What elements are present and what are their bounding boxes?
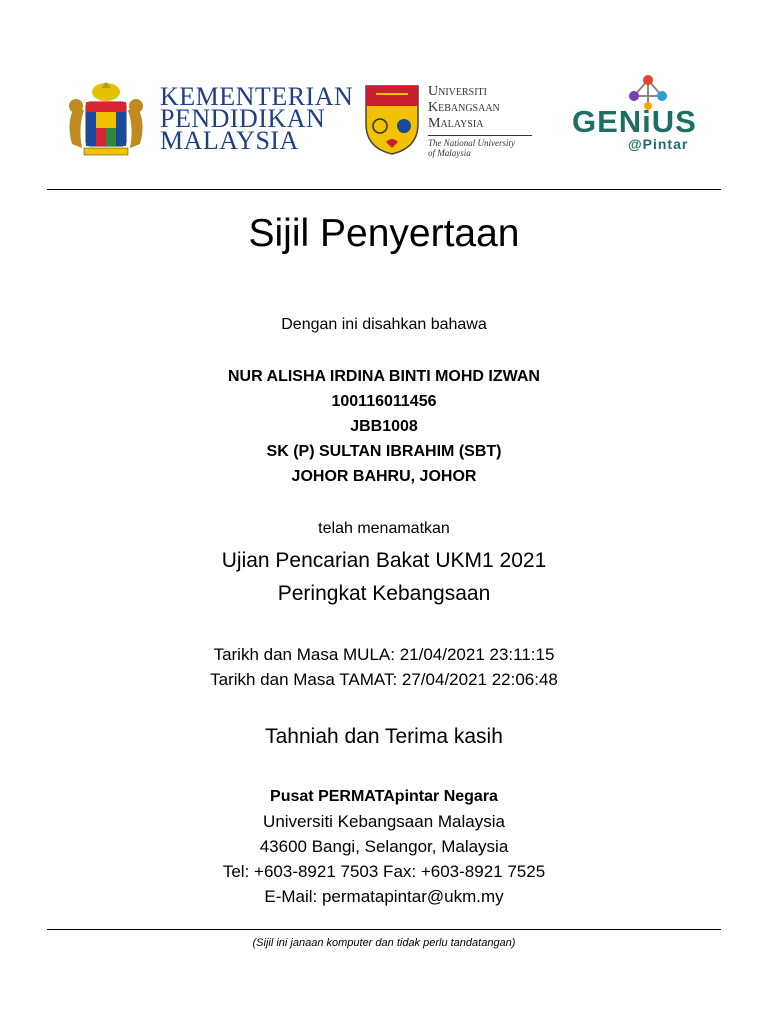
- exam-name: Ujian Pencarian Bakat UKM1 2021: [221, 549, 547, 572]
- pintar-wordmark: @Pintar: [628, 136, 689, 152]
- university-subtitle-2: of Malaysia: [428, 148, 471, 158]
- genius-wordmark: GENiUS: [572, 104, 697, 139]
- university-subtitle-1: The National University: [428, 138, 515, 148]
- ministry-line-3: MALAYSIA: [160, 126, 299, 155]
- end-datetime: Tarikh dan Masa TAMAT: 27/04/2021 22:06:48: [210, 670, 558, 689]
- certificate-title: Sijil Penyertaan: [248, 212, 520, 255]
- ministry-line-2: PENDIDIKAN: [160, 104, 326, 133]
- issuer-center-name: Pusat PERMATApintar Negara: [270, 788, 498, 805]
- participant-name: NUR ALISHA IRDINA BINTI MOHD IZWAN: [228, 368, 540, 385]
- university-line-1: Universiti: [428, 84, 487, 99]
- school-name: SK (P) SULTAN IBRAHIM (SBT): [266, 443, 502, 460]
- ministry-line-1: KEMENTERIAN: [160, 82, 354, 111]
- participant-id: 100116011456: [331, 393, 437, 410]
- genius-pintar-logo: [572, 74, 707, 158]
- school-location: JOHOR BAHRU, JOHOR: [291, 468, 477, 485]
- completed-text: telah menamatkan: [318, 520, 450, 537]
- university-line-2: Kebangsaan: [428, 100, 500, 115]
- footer-note: (Sijil ini janaan komputer dan tidak perlu tandatangan): [252, 937, 516, 949]
- intro-text: Dengan ini disahkan bahawa: [281, 316, 487, 333]
- issuer-phone-fax: Tel: +603-8921 7503 Fax: +603-8921 7525: [222, 862, 546, 881]
- exam-level: Peringkat Kebangsaan: [277, 582, 491, 605]
- university-divider: [428, 135, 532, 136]
- university-name: [428, 84, 532, 158]
- university-line-3: Malaysia: [428, 116, 484, 131]
- issuer-email: E-Mail: permatapintar@ukm.my: [264, 887, 504, 906]
- ukm-crest-icon: [362, 82, 422, 156]
- header-logos: [0, 0, 768, 190]
- university-logo: [362, 82, 542, 162]
- ministry-logo: [56, 78, 356, 158]
- thanks-text: Tahniah dan Terima kasih: [265, 725, 503, 748]
- malaysia-coat-of-arms-icon: [56, 78, 156, 158]
- issuer-address: 43600 Bangi, Selangor, Malaysia: [259, 837, 509, 856]
- start-datetime: Tarikh dan Masa MULA: 21/04/2021 23:11:15: [213, 645, 555, 664]
- issuer-university: Universiti Kebangsaan Malaysia: [263, 812, 505, 831]
- bottom-divider: [47, 929, 721, 930]
- school-code: JBB1008: [350, 418, 418, 435]
- top-divider: [47, 189, 721, 190]
- ministry-name: [160, 82, 354, 155]
